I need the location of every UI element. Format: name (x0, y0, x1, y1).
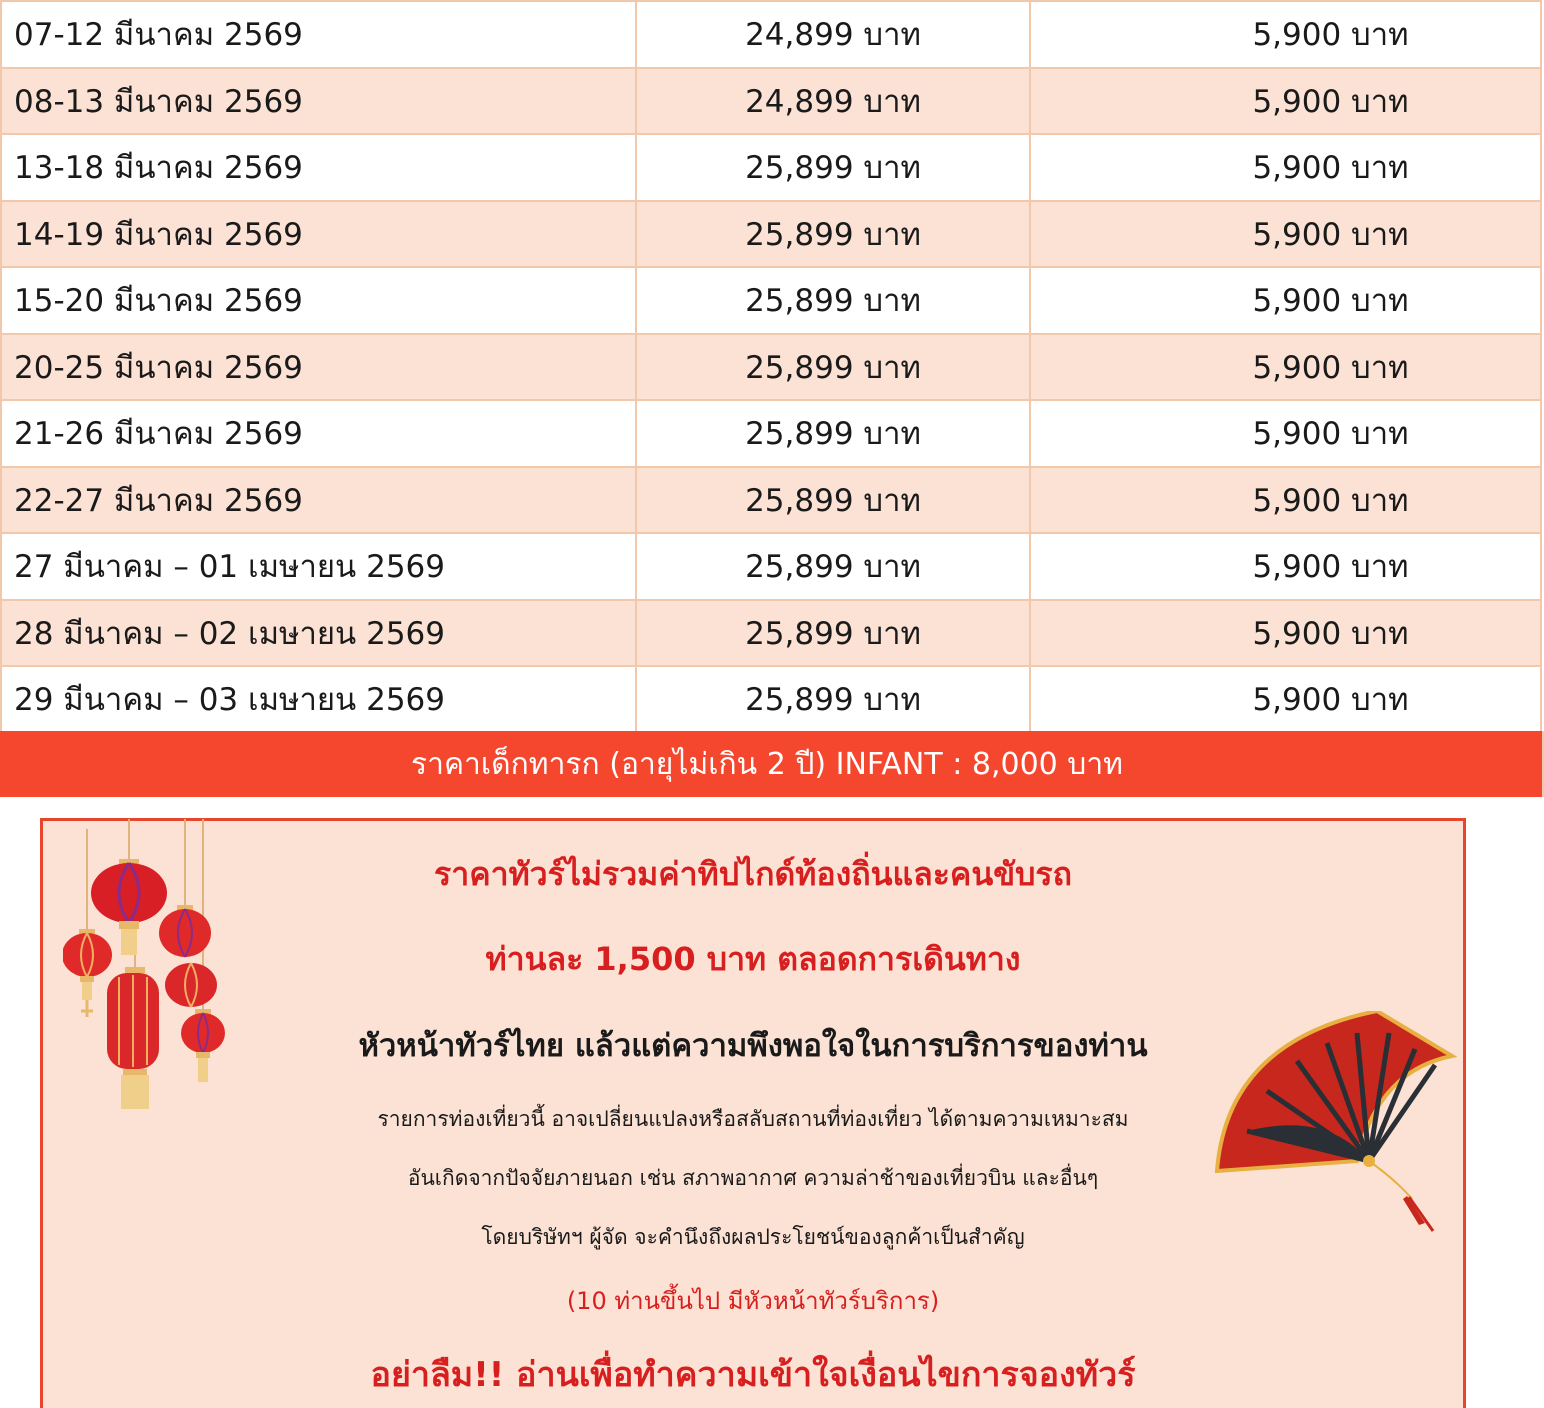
single-supplement-text: 5,900 บาท (1252, 17, 1409, 54)
tour-price-text: 24,899 บาท (745, 17, 921, 54)
tour-price-text: 25,899 บาท (745, 216, 921, 253)
single-supplement-cell (1030, 400, 1541, 467)
single-supplement-text: 5,900 บาท (1252, 83, 1409, 120)
travel-dates-cell: 22-27 มีนาคม 2569 (1, 467, 636, 534)
travel-dates-cell: 13-18 มีนาคม 2569 (1, 134, 636, 201)
table-row (1, 134, 1541, 201)
table-row (1, 400, 1541, 467)
single-supplement-cell (1030, 1, 1541, 68)
single-supplement-cell (1030, 600, 1541, 667)
single-supplement-cell (1030, 334, 1541, 401)
notice-box (40, 818, 1466, 1408)
tip-notice-line: ราคาทัวร์ไม่รวมค่าทิปไกด์ท้องถิ่นและคนขับรถ (434, 855, 1072, 893)
single-supplement-text: 5,900 บาท (1252, 283, 1409, 320)
travel-dates-cell: 28 มีนาคม – 02 เมษายน 2569 (1, 600, 636, 667)
table-row (1, 666, 1541, 733)
table-row (1, 68, 1541, 135)
tour-price-text: 25,899 บาท (745, 283, 921, 320)
table-row (1, 267, 1541, 334)
tour-price-text: 25,899 บาท (745, 549, 921, 586)
tour-price-cell (636, 467, 1030, 534)
single-supplement-text: 5,900 บาท (1252, 615, 1409, 652)
travel-dates-cell: 14-19 มีนาคม 2569 (1, 201, 636, 268)
tip-amount-line: ท่านละ 1,500 บาท ตลอดการเดินทาง (485, 940, 1021, 978)
single-supplement-cell (1030, 467, 1541, 534)
travel-dates-cell: 27 มีนาคม – 01 เมษายน 2569 (1, 533, 636, 600)
single-supplement-cell (1030, 666, 1541, 733)
tour-price-cell (636, 201, 1030, 268)
table-row (1, 201, 1541, 268)
single-supplement-cell (1030, 533, 1541, 600)
travel-dates-cell: 20-25 มีนาคม 2569 (1, 334, 636, 401)
tour-price-text: 25,899 บาท (745, 615, 921, 652)
tour-price-cell (636, 666, 1030, 733)
table-row (1, 467, 1541, 534)
tour-price-cell (636, 533, 1030, 600)
travel-dates-cell: 21-26 มีนาคม 2569 (1, 400, 636, 467)
external-factors-line: อันเกิดจากปัจจัยภายนอก เช่น สภาพอากาศ ความล่าช้าของเที่ยวบิน และอื่นๆ (407, 1166, 1099, 1190)
price-table-body (1, 1, 1541, 733)
single-supplement-cell (1030, 134, 1541, 201)
tour-price-cell (636, 1, 1030, 68)
infant-price-bar (0, 731, 1544, 797)
tour-price-text: 25,899 บาท (745, 349, 921, 386)
single-supplement-text: 5,900 บาท (1252, 416, 1409, 453)
tour-price-text: 24,899 บาท (745, 83, 921, 120)
single-supplement-cell (1030, 267, 1541, 334)
single-supplement-text: 5,900 บาท (1252, 482, 1409, 519)
tour-price-cell (636, 267, 1030, 334)
single-supplement-text: 5,900 บาท (1252, 150, 1409, 187)
company-benefit-line: โดยบริษัทฯ ผู้จัด จะคำนึงถึงผลประโยชน์ของลูกค้าเป็นสำคัญ (481, 1225, 1025, 1249)
booking-conditions-line: อย่าลืม!! อ่านเพื่อทำความเข้าใจเงื่อนไขการจองทัวร์ (370, 1355, 1136, 1395)
group-size-line: (10 ท่านขึ้นไป มีหัวหน้าทัวร์บริการ) (566, 1287, 940, 1315)
tour-price-text: 25,899 บาท (745, 682, 921, 719)
itinerary-change-line: รายการท่องเที่ยวนี้ อาจเปลี่ยนแปลงหรือสลับสถานที่ท่องเที่ยว ได้ตามความเหมาะสม (377, 1107, 1129, 1131)
table-row (1, 334, 1541, 401)
single-supplement-cell (1030, 68, 1541, 135)
travel-dates-cell: 15-20 มีนาคม 2569 (1, 267, 636, 334)
single-supplement-text: 5,900 บาท (1252, 549, 1409, 586)
travel-dates-cell: 08-13 มีนาคม 2569 (1, 68, 636, 135)
travel-dates-cell: 29 มีนาคม – 03 เมษายน 2569 (1, 666, 636, 733)
tour-price-cell (636, 134, 1030, 201)
tour-price-text: 25,899 บาท (745, 150, 921, 187)
tour-price-text: 25,899 บาท (745, 416, 921, 453)
single-supplement-cell (1030, 201, 1541, 268)
tour-price-cell (636, 68, 1030, 135)
infant-price-text: ราคาเด็กทารก (อายุไม่เกิน 2 ปี) INFANT : 8,000 บาท (411, 746, 1123, 782)
travel-dates-cell: 07-12 มีนาคม 2569 (1, 1, 636, 68)
single-supplement-text: 5,900 บาท (1252, 682, 1409, 719)
tour-price-cell (636, 334, 1030, 401)
tour-price-text: 25,899 บาท (745, 482, 921, 519)
tour-leader-line: หัวหน้าทัวร์ไทย แล้วแต่ความพึงพอใจในการบริการของท่าน (358, 1028, 1148, 1064)
table-row (1, 533, 1541, 600)
single-supplement-text: 5,900 บาท (1252, 216, 1409, 253)
tour-price-cell (636, 400, 1030, 467)
tour-price-cell (636, 600, 1030, 667)
table-row (1, 600, 1541, 667)
single-supplement-text: 5,900 บาท (1252, 349, 1409, 386)
table-row (1, 1, 1541, 68)
